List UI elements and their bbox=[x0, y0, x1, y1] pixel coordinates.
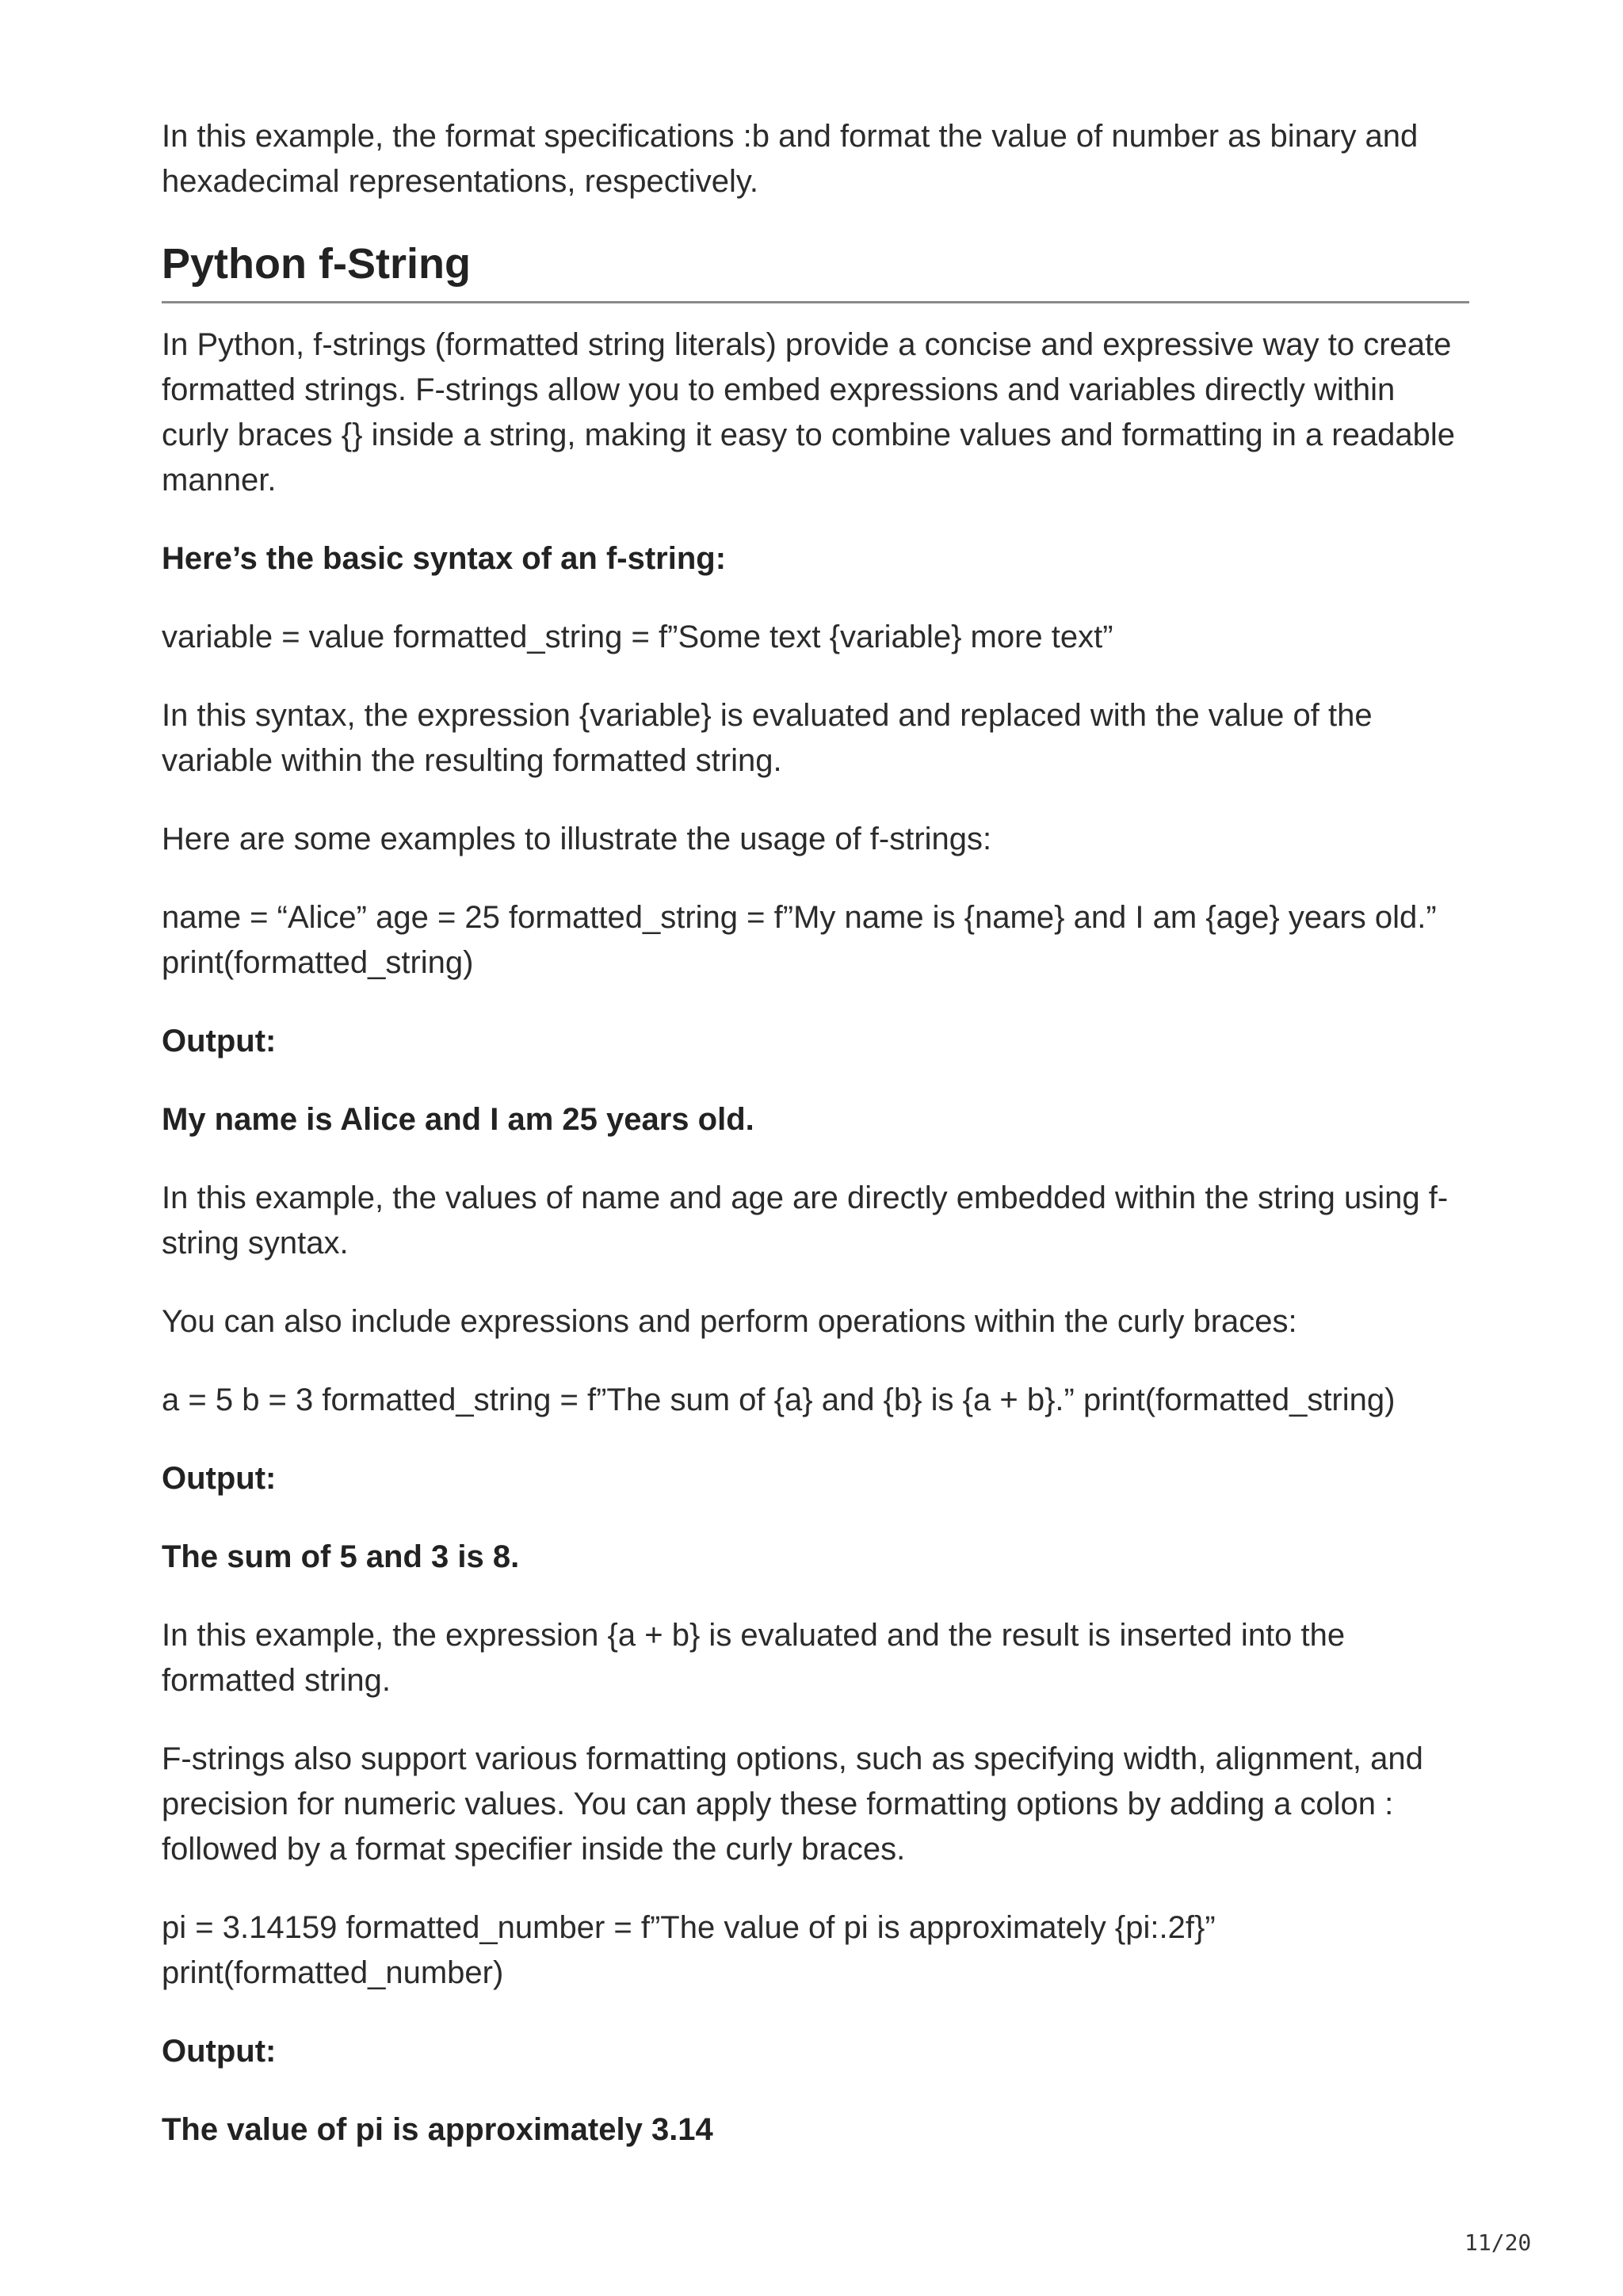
paragraph-expressions-intro: You can also include expressions and perform operations within the curly braces: bbox=[162, 1304, 1297, 1339]
code-example-2: a = 5 b = 3 formatted_string = f”The sum of {a} and {b} is {a + b}.” print(formatted_string) bbox=[162, 1383, 1396, 1417]
paragraph-examples-intro: Here are some examples to illustrate the usage of f-strings: bbox=[162, 822, 992, 856]
paragraph-intro-fstrings: In Python, f-strings (formatted string literals) provide a concise and expressive way to create formatted strings. F-strings allow you to embed expressions and variables directly within curly braces {} inside a string, making it easy to combine values and formatting in a readable manner. bbox=[162, 327, 1455, 498]
intro-paragraph: In this example, the format specifications :b and format the value of number as binary and hexadecimal representations, respectively. bbox=[162, 119, 1419, 199]
paragraph-formatting-options: F-strings also support various formatting options, such as specifying width, alignment, and precision for numeric values. You can apply these formatting options by adding a colon : followed by a format specifier inside the curly braces. bbox=[162, 1741, 1423, 1867]
paragraph-example-1-explanation: In this example, the values of name and age are directly embedded within the string using f-string syntax. bbox=[162, 1180, 1449, 1261]
code-example-1: name = “Alice” age = 25 formatted_string = f”My name is {name} and I am {age} years old.” print(formatted_string) bbox=[162, 900, 1437, 980]
output-label-2: Output: bbox=[162, 1461, 277, 1496]
output-value-2: The sum of 5 and 3 is 8. bbox=[162, 1539, 520, 1574]
output-value-3: The value of pi is approximately 3.14 bbox=[162, 2112, 713, 2147]
section-title: Python f-String bbox=[162, 240, 471, 288]
syntax-heading: Here’s the basic syntax of an f-string: bbox=[162, 541, 727, 576]
output-label-1: Output: bbox=[162, 1024, 277, 1058]
output-label-3: Output: bbox=[162, 2034, 277, 2069]
syntax-code: variable = value formatted_string = f”Some text {variable} more text” bbox=[162, 620, 1113, 654]
section-divider bbox=[162, 301, 1469, 303]
document-body bbox=[162, 114, 1469, 2186]
page-number: 11/20 bbox=[1465, 2229, 1532, 2256]
output-value-1: My name is Alice and I am 25 years old. bbox=[162, 1102, 754, 1137]
paragraph-syntax-explanation: In this syntax, the expression {variable} is evaluated and replaced with the value of the variable within the resulting formatted string. bbox=[162, 698, 1373, 778]
code-example-3: pi = 3.14159 formatted_number = f”The value of pi is approximately {pi:.2f}” print(formatted_number) bbox=[162, 1910, 1216, 1990]
paragraph-example-2-explanation: In this example, the expression {a + b} is evaluated and the result is inserted into the formatted string. bbox=[162, 1618, 1346, 1698]
section-header bbox=[162, 238, 1469, 303]
